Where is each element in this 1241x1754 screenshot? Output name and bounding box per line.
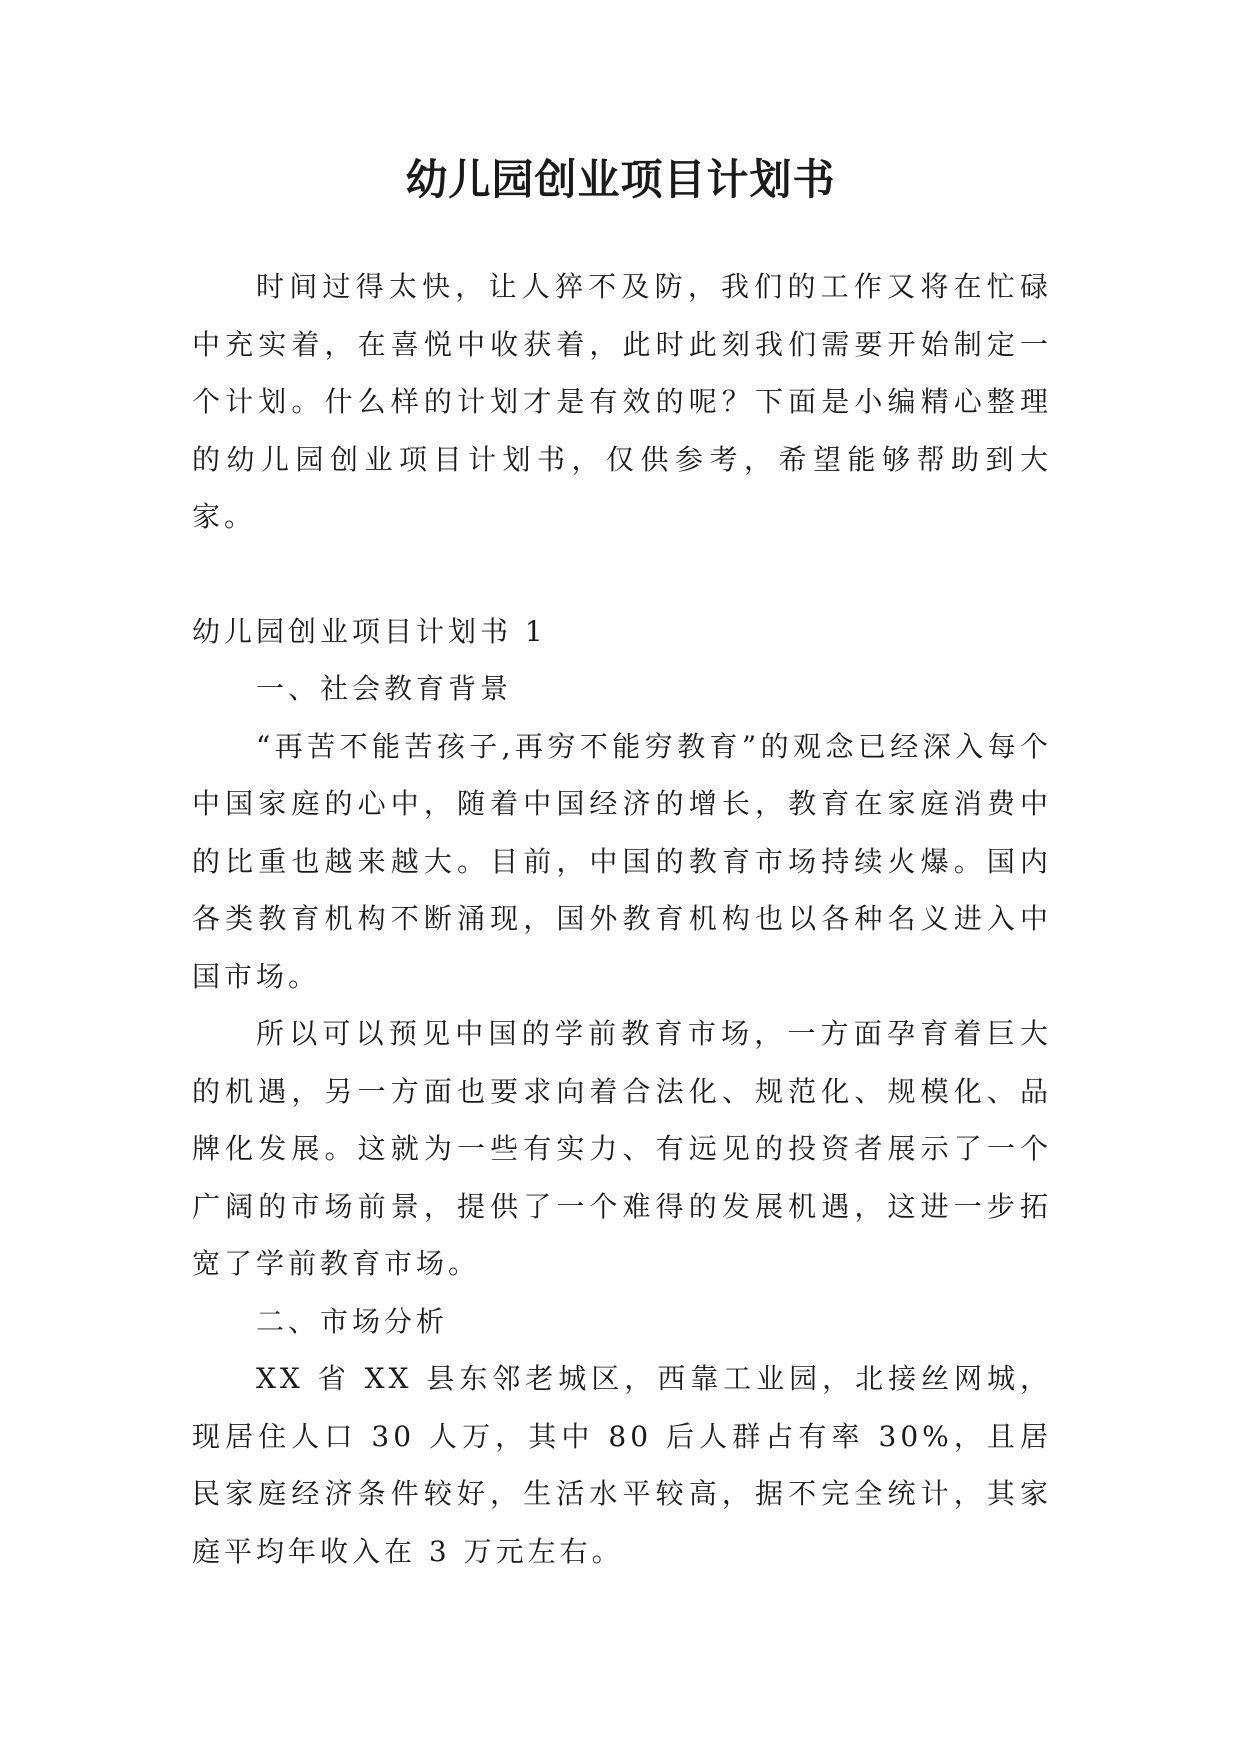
background-paragraph-1: “再苦不能苦孩子,再穷不能穷教育”的观念已经深入每个中国家庭的心中，随着中国经济的增长，教育在家庭消费中的比重也越来越大。目前，中国的教育市场持续火爆。国内各类教育机构不断涌现，国外教育机构也以各种名义进入中国市场。: [192, 729, 1052, 993]
paragraph-gap: [192, 546, 1052, 603]
intro-paragraph: 时间过得太快，让人猝不及防，我们的工作又将在忙碌中充实着，在喜悦中收获着，此时此刻我们需要开始制定一个计划。什么样的计划才是有效的呢？下面是小编精心整理的幼儿园创业项目计划书，仅供参考，希望能够帮助到大家。: [192, 270, 1052, 533]
background-paragraph-2: 所以可以预见中国的学前教育市场，一方面孕育着巨大的机遇，另一方面也要求向着合法化、规范化、规模化、品牌化发展。这就为一些有实力、有远见的投资者展示了一个广阔的市场前景，提供了一个难得的发展机遇，这进一步拓宽了学前教育市场。: [192, 1017, 1052, 1280]
market-paragraph: XX 省 XX 县东邻老城区，西靠工业园，北接丝网城，现居住人口 30 人万，其中 80 后人群占有率 30%，且居民家庭经济条件较好，生活水平较高，据不完全统计，其家庭平均年收入在 3 万元左右。: [192, 1362, 1052, 1568]
section-heading-background: 一、社会教育背景: [256, 672, 513, 705]
section-title: 幼儿园创业项目计划书 1: [192, 614, 547, 648]
section-heading-market: 二、市场分析: [256, 1304, 449, 1338]
document-body: [192, 258, 1052, 1580]
document-title: 幼儿园创业项目计划书: [405, 155, 836, 204]
